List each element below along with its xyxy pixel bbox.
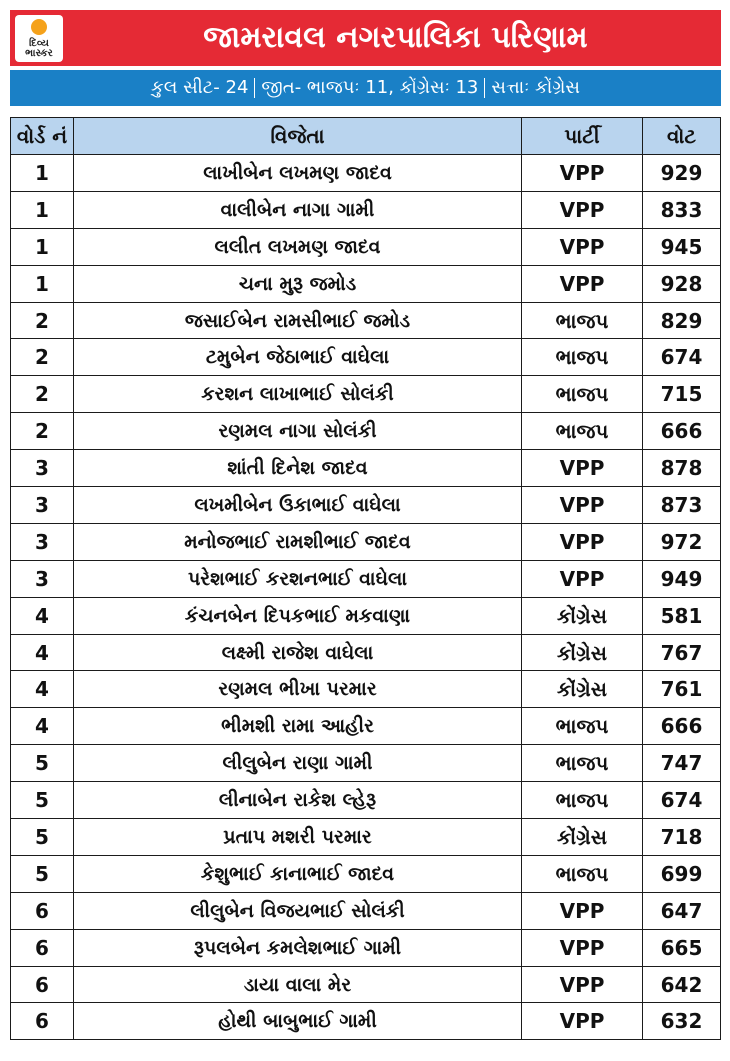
table-row — [11, 708, 721, 745]
party-cell: VPP — [522, 892, 643, 929]
table-row — [11, 782, 721, 819]
ward-cell: 5 — [11, 819, 74, 856]
table-row — [11, 745, 721, 782]
winner-cell: હોથી બાબુભાઈ ગામી — [74, 1003, 522, 1040]
winner-cell: પરેશભાઈ કરશનભાઈ વાઘેલા — [74, 560, 522, 597]
ward-cell: 3 — [11, 523, 74, 560]
votes-cell: 873 — [643, 487, 721, 524]
results-table — [10, 117, 721, 1040]
ward-cell: 1 — [11, 155, 74, 192]
ward-cell: 2 — [11, 339, 74, 376]
divya-bhaskar-logo — [15, 15, 63, 62]
table-row — [11, 191, 721, 228]
logo-text: દિવ્ય ભાસ્કર — [25, 38, 53, 59]
votes-cell: 718 — [643, 819, 721, 856]
votes-cell: 632 — [643, 1003, 721, 1040]
ward-cell: 5 — [11, 782, 74, 819]
table-row — [11, 966, 721, 1003]
votes-cell: 945 — [643, 228, 721, 265]
table-row — [11, 560, 721, 597]
votes-cell: 929 — [643, 155, 721, 192]
table-row — [11, 892, 721, 929]
votes-cell: 761 — [643, 671, 721, 708]
party-cell: VPP — [522, 450, 643, 487]
table-row — [11, 413, 721, 450]
ward-cell: 4 — [11, 597, 74, 634]
winner-cell: ચના મુરૂ જમોડ — [74, 265, 522, 302]
column-header-party: પાર્ટી — [522, 118, 643, 155]
party-cell: VPP — [522, 929, 643, 966]
party-cell: VPP — [522, 155, 643, 192]
ward-cell: 4 — [11, 634, 74, 671]
winner-cell: રણમલ ભીખા પરમાર — [74, 671, 522, 708]
party-cell: VPP — [522, 523, 643, 560]
column-header-winner: વિજેતા — [74, 118, 522, 155]
table-row — [11, 597, 721, 634]
party-cell: VPP — [522, 265, 643, 302]
winner-cell: રૂપલબેન કમલેશભાઈ ગામી — [74, 929, 522, 966]
ruling-party: સત્તાઃ કોંગ્રેસ — [491, 77, 580, 98]
votes-cell: 674 — [643, 782, 721, 819]
votes-cell: 949 — [643, 560, 721, 597]
column-header-votes: વોટ — [643, 118, 721, 155]
ward-cell: 6 — [11, 1003, 74, 1040]
ward-cell: 6 — [11, 929, 74, 966]
ward-cell: 1 — [11, 265, 74, 302]
party-cell: ભાજપ — [522, 302, 643, 339]
ward-cell: 2 — [11, 413, 74, 450]
party-cell: VPP — [522, 228, 643, 265]
winner-cell: ભીમશી રામા આહીર — [74, 708, 522, 745]
votes-cell: 972 — [643, 523, 721, 560]
party-cell: ભાજપ — [522, 745, 643, 782]
party-cell: કોંગ્રેસ — [522, 597, 643, 634]
party-cell: ભાજપ — [522, 708, 643, 745]
table-row — [11, 523, 721, 560]
table-row — [11, 929, 721, 966]
divider — [254, 78, 255, 98]
votes-cell: 878 — [643, 450, 721, 487]
party-cell: કોંગ્રેસ — [522, 634, 643, 671]
won-seats: જીત- ભાજપઃ 11, કોંગ્રેસઃ 13 — [261, 77, 479, 98]
ward-cell: 6 — [11, 966, 74, 1003]
winner-cell: કરશન લાખાભાઈ સોલંકી — [74, 376, 522, 413]
table-row — [11, 487, 721, 524]
winner-cell: ડાયા વાલા મેર — [74, 966, 522, 1003]
votes-cell: 666 — [643, 413, 721, 450]
table-row — [11, 376, 721, 413]
table-row — [11, 265, 721, 302]
winner-cell: લક્ષ્મી રાજેશ વાઘેલા — [74, 634, 522, 671]
page-title: જામરાવલ નગરપાલિકા પરિણામ — [203, 20, 588, 55]
winner-cell: લાખીબેન લખમણ જાદવ — [74, 155, 522, 192]
total-seats: કુલ સીટ- 24 — [151, 77, 249, 98]
ward-cell: 4 — [11, 671, 74, 708]
party-cell: VPP — [522, 1003, 643, 1040]
party-cell: VPP — [522, 560, 643, 597]
table-row — [11, 855, 721, 892]
votes-cell: 829 — [643, 302, 721, 339]
ward-cell: 3 — [11, 450, 74, 487]
ward-cell: 3 — [11, 487, 74, 524]
table-row — [11, 155, 721, 192]
header-banner — [10, 10, 721, 66]
ward-cell: 4 — [11, 708, 74, 745]
sun-icon — [31, 19, 47, 35]
ward-cell: 2 — [11, 376, 74, 413]
winner-cell: લીલુબેન વિજયભાઈ સોલંકી — [74, 892, 522, 929]
table-row — [11, 302, 721, 339]
ward-cell: 6 — [11, 892, 74, 929]
winner-cell: પ્રતાપ મશરી પરમાર — [74, 819, 522, 856]
party-cell: ભાજપ — [522, 855, 643, 892]
votes-cell: 665 — [643, 929, 721, 966]
summary-bar — [10, 70, 721, 106]
party-cell: ભાજપ — [522, 376, 643, 413]
winner-cell: વાલીબેન નાગા ગામી — [74, 191, 522, 228]
column-header-ward: વોર્ડ નં — [11, 118, 74, 155]
winner-cell: લીલુબેન રાણા ગામી — [74, 745, 522, 782]
votes-cell: 581 — [643, 597, 721, 634]
party-cell: VPP — [522, 966, 643, 1003]
table-row — [11, 634, 721, 671]
winner-cell: કંચનબેન દિપકભાઈ મકવાણા — [74, 597, 522, 634]
party-cell: ભાજપ — [522, 782, 643, 819]
winner-cell: લલીત લખમણ જાદવ — [74, 228, 522, 265]
votes-cell: 715 — [643, 376, 721, 413]
party-cell: VPP — [522, 191, 643, 228]
ward-cell: 1 — [11, 228, 74, 265]
votes-cell: 674 — [643, 339, 721, 376]
winner-cell: લખમીબેન ઉકાભાઈ વાઘેલા — [74, 487, 522, 524]
winner-cell: જસાઈબેન રામસીભાઈ જમોડ — [74, 302, 522, 339]
party-cell: કોંગ્રેસ — [522, 819, 643, 856]
table-row — [11, 819, 721, 856]
votes-cell: 747 — [643, 745, 721, 782]
table-header-row — [11, 118, 721, 155]
table-row — [11, 1003, 721, 1040]
votes-cell: 833 — [643, 191, 721, 228]
table-row — [11, 339, 721, 376]
table-row — [11, 450, 721, 487]
table-row — [11, 228, 721, 265]
ward-cell: 3 — [11, 560, 74, 597]
divider — [484, 78, 485, 98]
votes-cell: 928 — [643, 265, 721, 302]
winner-cell: શાંતી દિનેશ જાદવ — [74, 450, 522, 487]
ward-cell: 5 — [11, 855, 74, 892]
winner-cell: લીનાબેન રાકેશ લ્હેરૂ — [74, 782, 522, 819]
votes-cell: 666 — [643, 708, 721, 745]
winner-cell: મનોજભાઈ રામશીભાઈ જાદવ — [74, 523, 522, 560]
table-row — [11, 671, 721, 708]
winner-cell: કેશુભાઈ કાનાભાઈ જાદવ — [74, 855, 522, 892]
votes-cell: 699 — [643, 855, 721, 892]
party-cell: ભાજપ — [522, 339, 643, 376]
winner-cell: રણમલ નાગા સોલંકી — [74, 413, 522, 450]
ward-cell: 1 — [11, 191, 74, 228]
votes-cell: 642 — [643, 966, 721, 1003]
winner-cell: ટમુબેન જેઠાભાઈ વાઘેલા — [74, 339, 522, 376]
party-cell: કોંગ્રેસ — [522, 671, 643, 708]
ward-cell: 2 — [11, 302, 74, 339]
party-cell: VPP — [522, 487, 643, 524]
votes-cell: 647 — [643, 892, 721, 929]
party-cell: ભાજપ — [522, 413, 643, 450]
ward-cell: 5 — [11, 745, 74, 782]
votes-cell: 767 — [643, 634, 721, 671]
